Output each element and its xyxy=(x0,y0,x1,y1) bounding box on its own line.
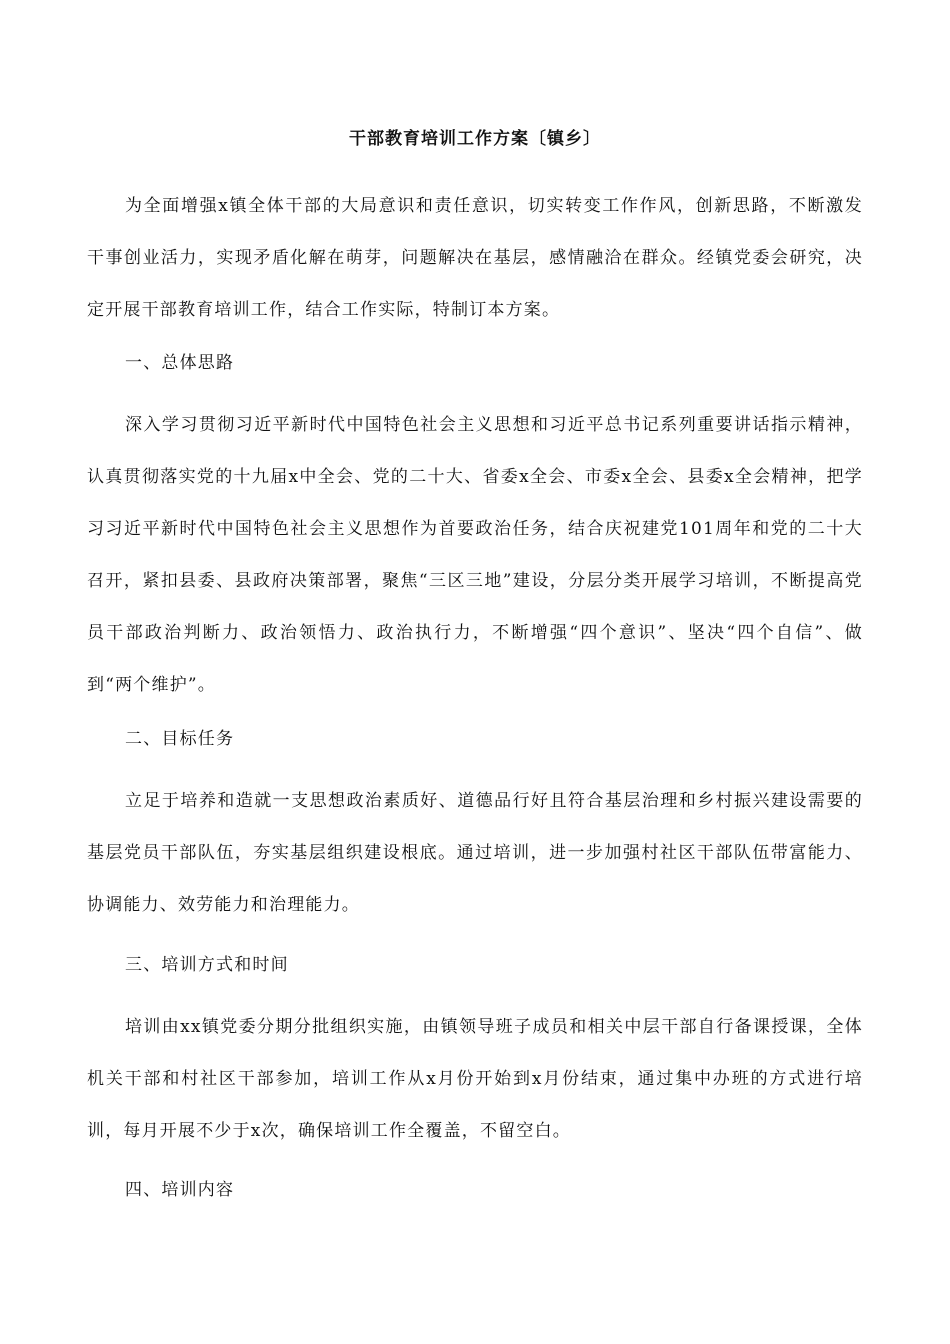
section-body-goals-tasks: 立足于培养和造就一支思想政治素质好、道德品行好且符合基层治理和乡村振兴建设需要的基层党员干部队伍，夯实基层组织建设根底。通过培训，进一步加强村社区干部队伍带富能力、协调能力、效劳能力和治理能力。 xyxy=(87,791,863,915)
section-heading-training-content: 四、培训内容 xyxy=(125,1180,235,1200)
section-heading-overall-approach: 一、总体思路 xyxy=(125,353,235,373)
document-title: 干部教育培训工作方案〔镇乡〕 xyxy=(349,129,601,149)
section-heading-training-method-time: 三、培训方式和时间 xyxy=(125,955,289,975)
intro-paragraph: 为全面增强x镇全体干部的大局意识和责任意识，切实转变工作作风，创新思路，不断激发干事创业活力，实现矛盾化解在萌芽，问题解决在基层，感情融洽在群众。经镇党委会研究，决定开展干部教育培训工作，结合工作实际，特制订本方案。 xyxy=(87,196,863,320)
section-body-training-method-time: 培训由xx镇党委分期分批组织实施，由镇领导班子成员和相关中层干部自行备课授课，全体机关干部和村社区干部参加，培训工作从x月份开始到x月份结束，通过集中办班的方式进行培训，每月开展不少于x次，确保培训工作全覆盖，不留空白。 xyxy=(87,1017,863,1141)
section-heading-goals-tasks: 二、目标任务 xyxy=(125,729,235,749)
section-body-overall-approach: 深入学习贯彻习近平新时代中国特色社会主义思想和习近平总书记系列重要讲话指示精神，认真贯彻落实党的十九届x中全会、党的二十大、省委x全会、市委x全会、县委x全会精神，把学习习近平新时代中国特色社会主义思想作为首要政治任务，结合庆祝建党101周年和党的二十大召开，紧扣县委、县政府决策部署，聚焦“三区三地”建设，分层分类开展学习培训，不断提高党员干部政治判断力、政治领悟力、政治执行力，不断增强“四个意识”、坚决“四个自信”、做到“两个维护”。 xyxy=(87,415,863,695)
